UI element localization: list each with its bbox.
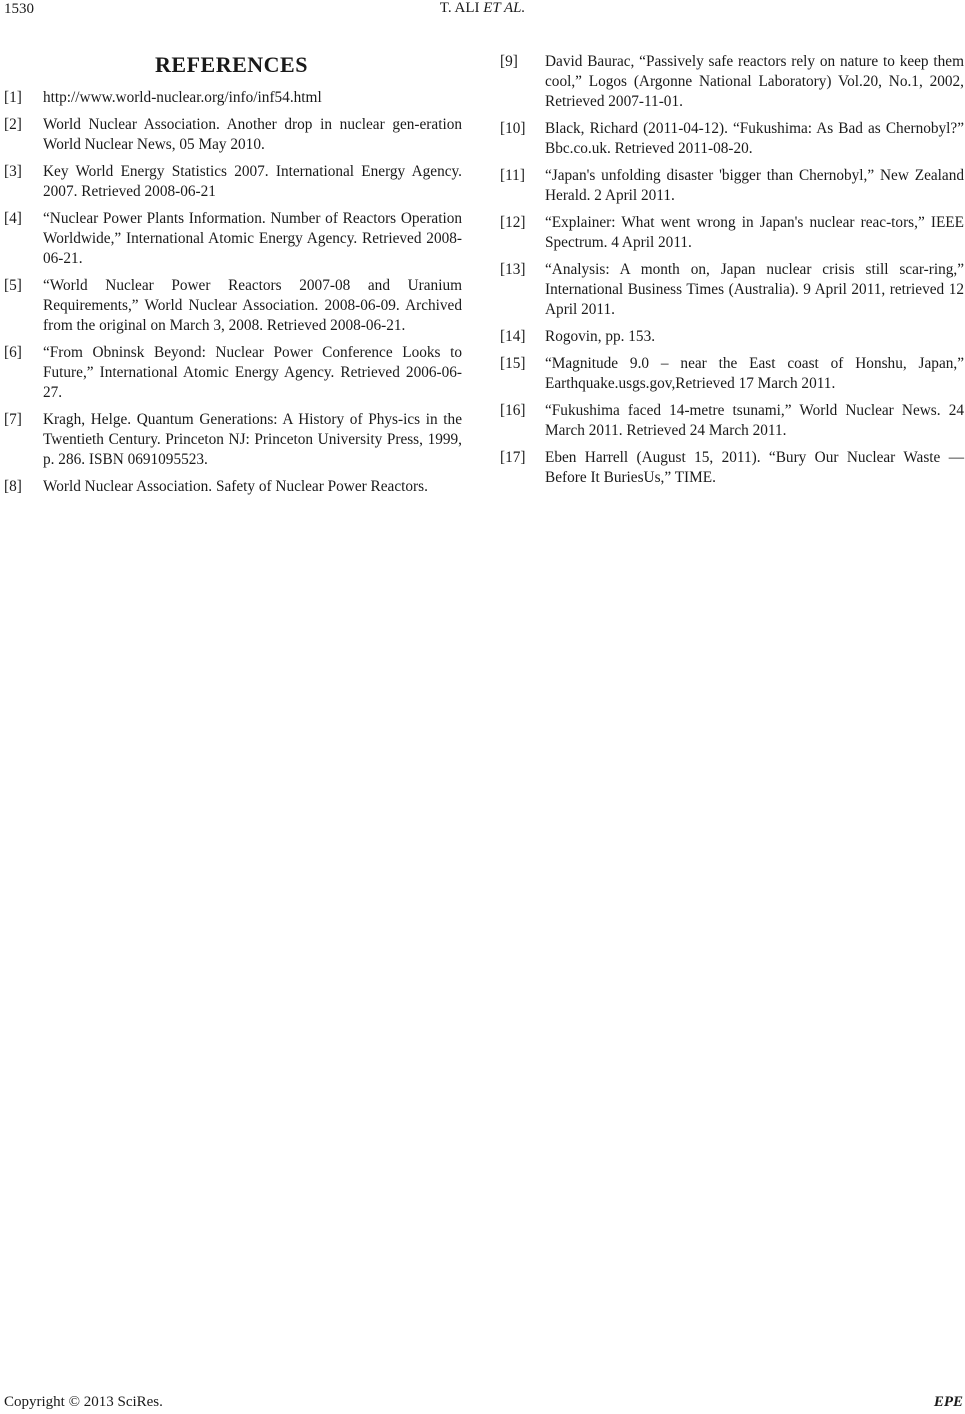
reference-number: [6] bbox=[4, 344, 22, 361]
reference-text: “Analysis: A month on, Japan nuclear crisis still scar-ring,” International Business Times (Australia). 9 April 2011, retrieved 12 April 2011. bbox=[545, 261, 964, 318]
reference-item bbox=[500, 52, 964, 112]
reference-number: [1] bbox=[4, 89, 22, 106]
reference-text: Eben Harrell (August 15, 2011). “Bury Our Nuclear Waste — Before It BuriesUs,” TIME. bbox=[545, 449, 964, 486]
reference-number: [15] bbox=[500, 355, 526, 372]
reference-number: [8] bbox=[4, 478, 22, 495]
reference-number: [12] bbox=[500, 214, 526, 231]
reference-item bbox=[4, 88, 462, 108]
reference-number: [2] bbox=[4, 116, 22, 133]
copyright-notice: Copyright © 2013 SciRes. bbox=[4, 1394, 163, 1410]
reference-text: http://www.world-nuclear.org/info/inf54.html bbox=[43, 89, 322, 106]
reference-number: [16] bbox=[500, 402, 526, 419]
reference-number: [7] bbox=[4, 411, 22, 428]
reference-text: Rogovin, pp. 153. bbox=[545, 328, 656, 345]
reference-number: [11] bbox=[500, 167, 525, 184]
reference-number: [4] bbox=[4, 210, 22, 227]
reference-number: [3] bbox=[4, 163, 22, 180]
references-heading: REFERENCES bbox=[155, 52, 308, 77]
reference-text: World Nuclear Association. Safety of Nuclear Power Reactors. bbox=[43, 478, 428, 495]
reference-number: [14] bbox=[500, 328, 526, 345]
running-head-author: T. ALI bbox=[439, 0, 480, 16]
reference-item bbox=[4, 209, 462, 269]
running-head bbox=[0, 0, 965, 17]
reference-number: [17] bbox=[500, 449, 526, 466]
reference-number: [9] bbox=[500, 53, 518, 70]
reference-item bbox=[500, 213, 964, 253]
references-right-column bbox=[500, 52, 964, 495]
references-left-column bbox=[4, 88, 462, 504]
reference-text: Black, Richard (2011-04-12). “Fukushima: As Bad as Chernobyl?” Bbc.co.uk. Retrieved 2011-08-20. bbox=[545, 120, 964, 157]
reference-item bbox=[500, 401, 964, 441]
reference-text: David Baurac, “Passively safe reactors rely on nature to keep them cool,” Logos (Argonne National Laboratory) Vol.20, No.1, 2002, Retrieved 2007-11-01. bbox=[545, 53, 964, 110]
reference-item bbox=[4, 410, 462, 470]
reference-item bbox=[500, 354, 964, 394]
reference-text: “World Nuclear Power Reactors 2007-08 and Uranium Requirements,” World Nuclear Association. 2008-06-09. Archived from the original on March 3, 2008. Retrieved 2008-06-21. bbox=[43, 277, 462, 334]
reference-item bbox=[500, 448, 964, 488]
reference-text: Kragh, Helge. Quantum Generations: A History of Phys-ics in the Twentieth Century. Princeton NJ: Princeton University Press, 1999, p. 286. ISBN 0691095523. bbox=[43, 411, 462, 468]
reference-text: Key World Energy Statistics 2007. International Energy Agency. 2007. Retrieved 2008-06-21 bbox=[43, 163, 462, 200]
reference-text: World Nuclear Association. Another drop in nuclear gen-eration World Nuclear News, 05 May 2010. bbox=[43, 116, 462, 153]
reference-item bbox=[500, 166, 964, 206]
reference-number: [13] bbox=[500, 261, 526, 278]
reference-item bbox=[4, 343, 462, 403]
reference-item bbox=[4, 276, 462, 336]
reference-text: “Nuclear Power Plants Information. Number of Reactors Operation Worldwide,” International Atomic Energy Agency. Retrieved 2008-06-21. bbox=[43, 210, 462, 267]
reference-text: “Japan's unfolding disaster 'bigger than Chernobyl,” New Zealand Herald. 2 April 2011. bbox=[545, 167, 964, 204]
reference-text: “Explainer: What went wrong in Japan's nuclear reac-tors,” IEEE Spectrum. 4 April 2011. bbox=[545, 214, 964, 251]
reference-item bbox=[500, 119, 964, 159]
reference-text: “Fukushima faced 14-metre tsunami,” World Nuclear News. 24 March 2011. Retrieved 24 March 2011. bbox=[545, 402, 964, 439]
running-head-et-al: ET AL. bbox=[483, 0, 526, 16]
reference-item bbox=[500, 327, 964, 347]
reference-number: [5] bbox=[4, 277, 22, 294]
journal-abbreviation: EPE bbox=[933, 1394, 963, 1410]
reference-text: “Magnitude 9.0 – near the East coast of Honshu, Japan,” Earthquake.usgs.gov,Retrieved 17 March 2011. bbox=[545, 355, 964, 392]
reference-item bbox=[4, 115, 462, 155]
page-number: 1530 bbox=[4, 1, 34, 17]
reference-text: “From Obninsk Beyond: Nuclear Power Conference Looks to Future,” International Atomic Energy Agency. Retrieved 2006-06-27. bbox=[43, 344, 462, 401]
reference-item bbox=[4, 162, 462, 202]
reference-number: [10] bbox=[500, 120, 526, 137]
reference-item bbox=[500, 260, 964, 320]
reference-item bbox=[4, 477, 462, 497]
